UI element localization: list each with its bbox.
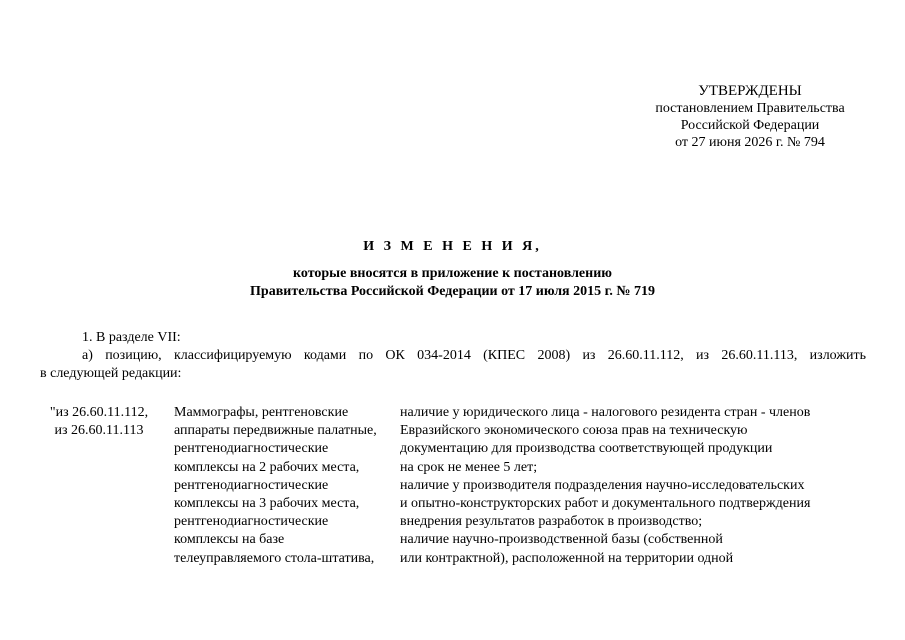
approval-title: УТВЕРЖДЕНЫ — [698, 83, 802, 99]
description-line: рентгенодиагностические — [174, 477, 329, 493]
description-cell — [174, 404, 400, 568]
requirement-line: наличие научно-производственной базы (собственной — [400, 532, 723, 548]
document-title: И З М Е Н Е Н И Я, — [363, 239, 542, 254]
requirement-line: внедрения результатов разработок в производство; — [400, 514, 703, 530]
requirement-line: наличие у юридического лица - налогового резидента стран - членов — [400, 405, 811, 420]
document-subtitle-line: которые вносятся в приложение к постановлению — [293, 266, 612, 281]
description-line: рентгенодиагностические — [174, 514, 329, 530]
description-line: комплексы на базе — [174, 532, 285, 548]
code-line: из 26.60.11.113 — [54, 423, 144, 439]
requirement-line: документацию для производства соответствующей продукции — [400, 441, 773, 457]
approval-line: постановлением Правительства — [655, 101, 845, 116]
requirement-line: или контрактной), расположенной на территории одной — [400, 550, 734, 566]
amendment-table — [40, 404, 866, 568]
document-heading — [160, 238, 745, 301]
code-line: "из 26.60.11.112, — [49, 405, 149, 420]
requirement-line: Евразийского экономического союза прав на техническую — [400, 423, 748, 439]
description-line: телеуправляемого стола-штатива, — [174, 550, 375, 566]
description-line: комплексы на 3 рабочих места, — [174, 496, 360, 512]
requirements-cell — [400, 404, 866, 568]
requirement-line: на срок не менее 5 лет; — [400, 459, 538, 475]
requirement-line: и опытно-конструкторских работ и документального подтверждения — [400, 496, 811, 512]
code-cell — [40, 404, 158, 568]
approval-line: от 27 июня 2026 г. № 794 — [675, 135, 825, 150]
body-text — [40, 329, 866, 383]
description-line: комплексы на 2 рабочих места, — [174, 459, 360, 475]
subitem-line: в следующей редакции: — [40, 366, 182, 381]
subitem-line: а) позицию, классифицируемую кодами по ОК 034-2014 (КПЕС 2008) из 26.60.11.112, из 26.60.11.113, изложить — [82, 348, 866, 363]
description-line: аппараты передвижные палатные, — [174, 423, 377, 439]
approval-line: Российской Федерации — [680, 118, 820, 133]
document-subtitle-line: Правительства Российской Федерации от 17 июля 2015 г. № 719 — [250, 284, 655, 299]
description-line: Маммографы, рентгеновские — [174, 405, 349, 420]
table-row — [40, 404, 866, 568]
section-item: 1. В разделе VII: — [82, 330, 181, 345]
requirement-line: наличие у производителя подразделения научно-исследовательских — [400, 477, 805, 493]
description-line: рентгенодиагностические — [174, 441, 329, 457]
approval-block — [620, 83, 880, 151]
